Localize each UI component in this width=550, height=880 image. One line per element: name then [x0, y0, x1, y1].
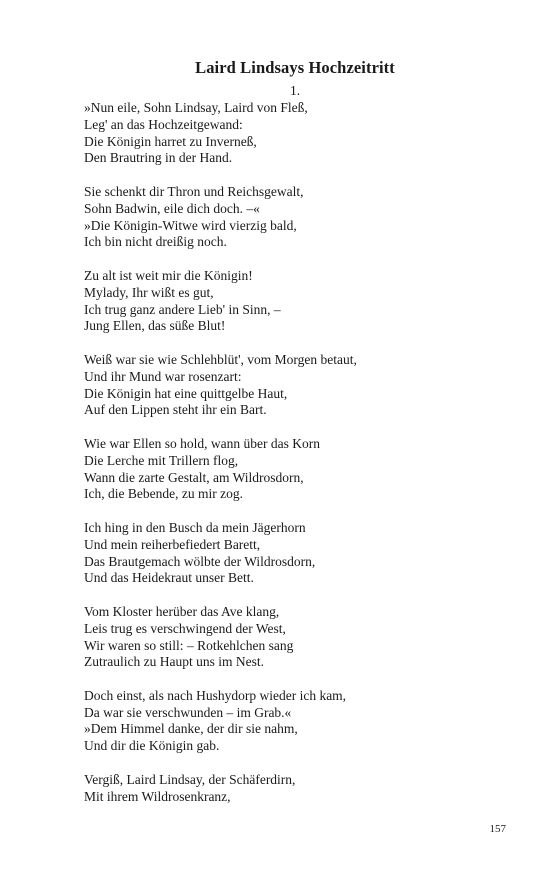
- poem-line: Und ihr Mund war rosenzart:: [84, 368, 242, 384]
- stanza: [84, 520, 524, 587]
- poem-body: [84, 100, 524, 822]
- poem-line: Da war sie verschwunden – im Grab.«: [84, 704, 292, 720]
- poem-line: Ich bin nicht dreißig noch.: [84, 234, 227, 250]
- stanza: [84, 772, 524, 806]
- stanza: [84, 688, 524, 755]
- poem-line: Mylady, Ihr wißt es gut,: [84, 284, 214, 300]
- stanza: [84, 604, 524, 671]
- poem-title: Laird Lindsays Hochzeitritt: [195, 58, 395, 77]
- poem-line: Vergiß, Laird Lindsay, der Schäferdirn,: [84, 771, 296, 787]
- poem-line: »Dem Himmel danke, der dir sie nahm,: [84, 721, 298, 737]
- poem-line: Wie war Ellen so hold, wann über das Korn: [84, 435, 321, 451]
- poem-line: Wann die zarte Gestalt, am Wildrosdorn,: [84, 469, 304, 485]
- poem-line: Jung Ellen, das süße Blut!: [84, 318, 226, 334]
- poem-line: Das Brautgemach wölbte der Wildrosdorn,: [84, 553, 316, 569]
- poem-line: Mit ihrem Wildrosenkranz,: [84, 788, 231, 804]
- poem-line: Zutraulich zu Haupt uns im Nest.: [84, 654, 264, 670]
- poem-line: Doch einst, als nach Hushydorp wieder ich kam,: [84, 687, 347, 703]
- stanza: [84, 352, 524, 419]
- poem-line: Und mein reiherbefiedert Barett,: [84, 536, 261, 552]
- section-number: 1.: [289, 83, 301, 98]
- stanza: [84, 184, 524, 251]
- poem-line: Die Lerche mit Trillern flog,: [84, 452, 239, 468]
- poem-line: Zu alt ist weit mir die Königin!: [84, 267, 253, 283]
- stanza: [84, 436, 524, 503]
- poem-line: Leg' an das Hochzeitgewand:: [84, 116, 243, 132]
- poem-line: Die Königin harret zu Inverneß,: [84, 133, 257, 149]
- poem-line: Ich trug ganz andere Lieb' in Sinn, –: [84, 301, 281, 317]
- poem-line: Den Brautring in der Hand.: [84, 150, 233, 166]
- poem-line: Wir waren so still: – Rotkehlchen sang: [84, 637, 294, 653]
- poem-line: Vom Kloster herüber das Ave klang,: [84, 603, 280, 619]
- poem-line: Ich, die Bebende, zu mir zog.: [84, 486, 243, 502]
- poem-line: »Nun eile, Sohn Lindsay, Laird von Fleß,: [84, 100, 308, 115]
- poem-line: Die Königin hat eine quittgelbe Haut,: [84, 385, 288, 401]
- stanza: [84, 268, 524, 335]
- poem-line: Und dir die Königin gab.: [84, 738, 220, 754]
- poem-line: Leis trug es verschwingend der West,: [84, 620, 286, 636]
- poem-line: Auf den Lippen steht ihr ein Bart.: [84, 402, 267, 418]
- poem-line: Sohn Badwin, eile dich doch. –«: [84, 200, 260, 216]
- poem-line: Sie schenkt dir Thron und Reichsgewalt,: [84, 183, 304, 199]
- stanza: [84, 100, 524, 167]
- poem-line: »Die Königin-Witwe wird vierzig bald,: [84, 217, 297, 233]
- poem-line: Ich hing in den Busch da mein Jägerhorn: [84, 519, 306, 535]
- page-number: 157: [489, 823, 506, 835]
- poem-line: Weiß war sie wie Schlehblüt', vom Morgen betaut,: [84, 351, 357, 367]
- poem-line: Und das Heidekraut unser Bett.: [84, 570, 254, 586]
